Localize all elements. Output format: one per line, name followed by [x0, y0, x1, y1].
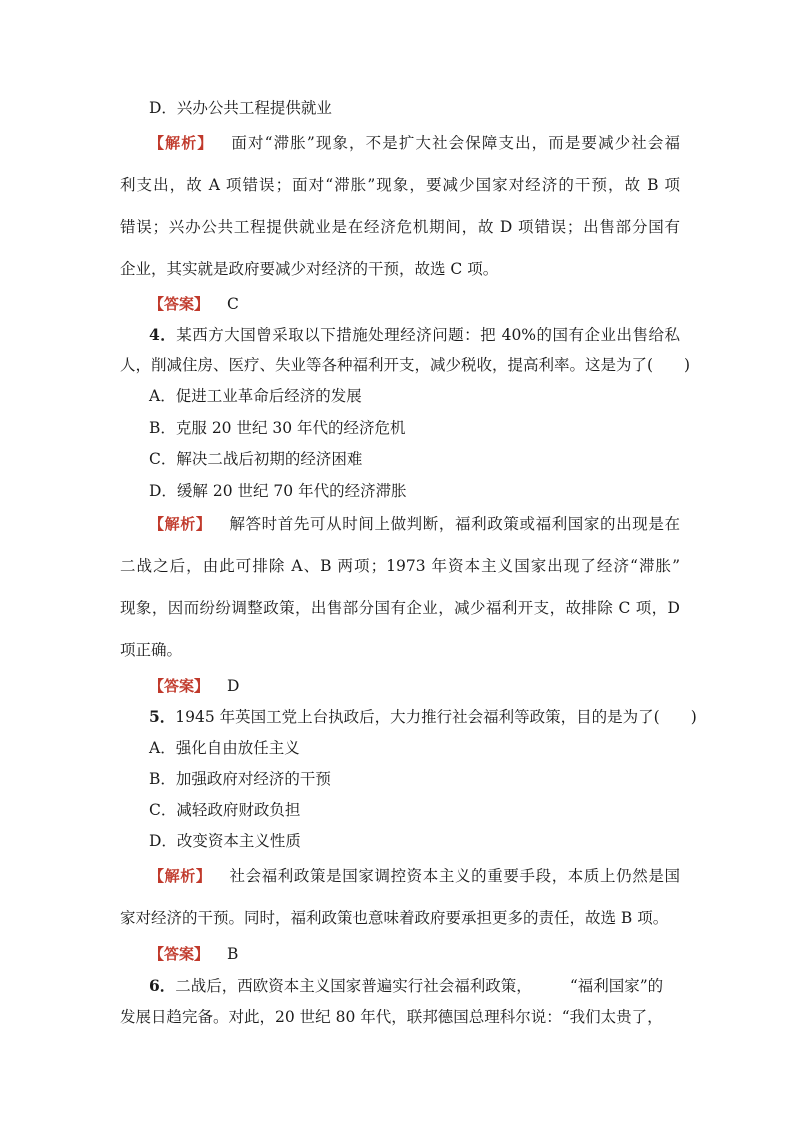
answer-tag: 【答案】 [149, 677, 210, 695]
option-d: D．改变资本主义性质 [149, 832, 301, 850]
question-number: 5． [149, 707, 176, 726]
question-stem: 6．二战后，西欧资本主义国家普遍实行社会福利政策， “福利国家”的 [149, 976, 664, 995]
option-c: C．减轻政府财政负担 [149, 801, 301, 819]
analysis-line: 【解析】 社会福利政策是国家调控资本主义的重要手段，本质上仍然是国 [149, 867, 680, 885]
analysis-line: 现象，因而纷纷调整政策，出售部分国有企业，减少福利开支，故排除 C 项，D [120, 599, 680, 617]
option-b: B．加强政府对经济的干预 [149, 770, 331, 788]
analysis-tag: 【解析】 [149, 867, 212, 885]
answer-value: B [227, 945, 239, 963]
answer-tag: 【答案】 [149, 945, 210, 963]
question-stem: 5．1945 年英国工党上台执政后，大力推行社会福利等政策，目的是为了( ) [149, 707, 697, 726]
question-stem: 4．某西方大国曾采取以下措施处理经济问题：把 40%的国有企业出售给私 [149, 325, 680, 344]
analysis-tag: 【解析】 [149, 134, 214, 152]
analysis-line: 二战之后，由此可排除 A、B 两项；1973 年资本主义国家出现了经济“滞胀” [120, 557, 680, 575]
option-b: B．克服 20 世纪 30 年代的经济危机 [149, 419, 406, 437]
question-stem: 发展日趋完备。对此，20 世纪 80 年代，联邦德国总理科尔说：“我们太贵了， [120, 1008, 663, 1026]
question-stem: 人，削减住房、医疗、失业等各种福利开支，减少税收，提高利率。这是为了( ) [120, 356, 691, 374]
analysis-tag: 【解析】 [149, 515, 212, 533]
analysis-line: 家对经济的干预。同时，福利政策也意味着政府要承担更多的责任，故选 B 项。 [120, 909, 669, 927]
answer-line [149, 676, 709, 696]
answer-value: C [227, 295, 239, 313]
option-d: D．缓解 20 世纪 70 年代的经济滞胀 [149, 482, 407, 500]
question-number: 6． [149, 976, 176, 995]
answer-line [149, 294, 709, 314]
analysis-line: 项正确。 [120, 641, 183, 659]
analysis-line: 【解析】 解答时首先可从时间上做判断，福利政策或福利国家的出现是在 [149, 515, 680, 533]
answer-line [149, 944, 709, 964]
option-c: C．解决二战后初期的经济困难 [149, 450, 363, 468]
analysis-line: 错误；兴办公共工程提供就业是在经济危机期间，故 D 项错误；出售部分国有 [120, 218, 680, 236]
option-a: A．促进工业革命后经济的发展 [149, 387, 362, 405]
analysis-line: 企业，其实就是政府要减少对经济的干预，故选 C 项。 [120, 260, 499, 278]
option-d: D．兴办公共工程提供就业 [149, 99, 332, 117]
answer-tag: 【答案】 [149, 295, 210, 313]
analysis-line: 利支出，故 A 项错误；面对“滞胀”现象，要减少国家对经济的干预，故 B 项 [120, 176, 680, 194]
analysis-line: 【解析】 面对“滞胀”现象，不是扩大社会保障支出，而是要减少社会福 [149, 134, 680, 152]
answer-value: D [227, 677, 240, 695]
option-a: A．强化自由放任主义 [149, 739, 300, 757]
question-number: 4． [149, 325, 177, 344]
